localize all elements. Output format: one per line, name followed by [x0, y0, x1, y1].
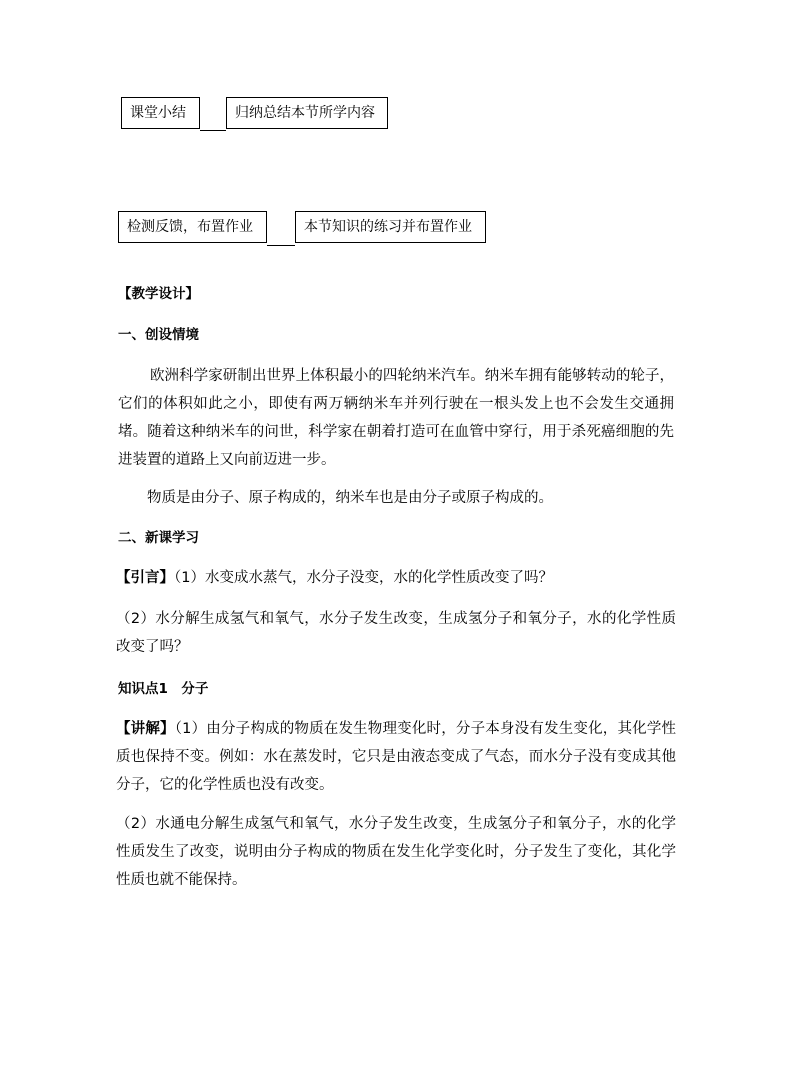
design-heading: 【教学设计】	[118, 286, 199, 302]
section1-heading: 一、创设情境	[118, 327, 199, 343]
intro-line	[116, 564, 676, 592]
summary-label: 课堂小结	[130, 105, 186, 121]
intro-q2: （2）水分解生成氢气和氧气，水分子发生改变，生成氢分子和氧分子，水的化学性质改变了吗？	[116, 611, 676, 655]
summary-box	[121, 97, 200, 129]
explain-p1-block	[116, 715, 676, 799]
feedback-desc: 本节知识的练习并布置作业	[304, 219, 472, 235]
feedback-desc-box	[295, 211, 486, 243]
summary-desc-box	[226, 97, 388, 129]
explain-p2: （2）水通电分解生成氢气和氧气，水分子发生改变，生成氢分子和氧分子，水的化学性质发生了改变，说明由分子构成的物质在发生化学变化时，分子发生了变化，其化学性质也就不能保持。	[116, 816, 676, 888]
section2-heading: 二、新课学习	[118, 530, 199, 546]
summary-connector	[200, 130, 226, 131]
section1-para1: 欧洲科学家研制出世界上体积最小的四轮纳米汽车。纳米车拥有能够转动的轮子，它们的体积如此之小，即使有两万辆纳米车并列行驶在一根头发上也不会发生交通拥堵。随着这种纳米车的问世，科学家在朝着打造可在血管中穿行，用于杀死癌细胞的先进装置的道路上又向前迈进一步。	[118, 368, 674, 468]
feedback-connector	[267, 245, 295, 246]
feedback-box	[118, 211, 267, 243]
summary-desc: 归纳总结本节所学内容	[235, 105, 375, 121]
explain-p1: （1）由分子构成的物质在发生物理变化时，分子本身没有发生变化，其化学性质也保持不变。例如：水在蒸发时，它只是由液态变成了气态，而水分子没有变成其他分子，它的化学性质也没有改变。	[116, 721, 676, 793]
explain-tag: 【讲解】	[116, 721, 175, 737]
section1-para2: 物质是由分子、原子构成的，纳米车也是由分子或原子构成的。	[147, 490, 553, 506]
kp-heading: 知识点1 分子	[118, 681, 209, 697]
feedback-label: 检测反馈，布置作业	[127, 219, 253, 235]
intro-tag: 【引言】	[116, 570, 174, 586]
intro-q1: （1）水变成水蒸气，水分子没变，水的化学性质改变了吗？	[174, 570, 553, 586]
